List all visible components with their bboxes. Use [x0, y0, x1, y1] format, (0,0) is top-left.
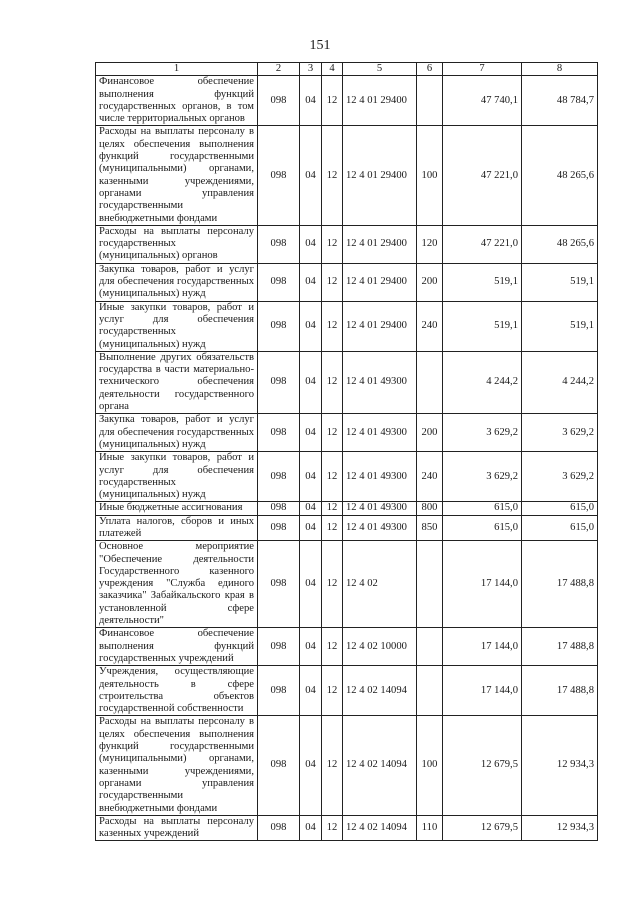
cell-name: Финансовое обеспечение выполнения функций государственных органов, в том числе территориальных органов [96, 76, 258, 126]
column-header: 2 [258, 63, 300, 76]
cell-sum2: 3 629,2 [522, 414, 598, 452]
cell-sum1: 17 144,0 [443, 666, 522, 716]
cell-sum2: 519,1 [522, 301, 598, 351]
table-row [96, 76, 598, 126]
budget-table [95, 62, 598, 841]
cell-sum1: 47 740,1 [443, 76, 522, 126]
cell-csr: 12 4 01 29400 [343, 126, 417, 225]
table-row [96, 502, 598, 515]
cell-grbs: 098 [258, 541, 300, 628]
table-row [96, 541, 598, 628]
cell-pr: 12 [322, 716, 343, 815]
cell-sum2: 17 488,8 [522, 541, 598, 628]
cell-sum1: 615,0 [443, 502, 522, 515]
cell-rz: 04 [300, 815, 322, 841]
cell-rz: 04 [300, 414, 322, 452]
cell-grbs: 098 [258, 76, 300, 126]
cell-sum2: 615,0 [522, 502, 598, 515]
cell-vr: 100 [417, 716, 443, 815]
cell-sum2: 3 629,2 [522, 452, 598, 502]
cell-name: Расходы на выплаты персоналу в целях обеспечения выполнения функций государственными (муниципальными) органами, казенными учреждениями, органами управления государственными внебюджетными фондами [96, 126, 258, 225]
cell-grbs: 098 [258, 225, 300, 263]
cell-vr: 110 [417, 815, 443, 841]
cell-pr: 12 [322, 263, 343, 301]
cell-name: Расходы на выплаты персоналу в целях обеспечения выполнения функций государственными (муниципальными) органами, казенными учреждениями, органами управления государственными внебюджетными фондами [96, 716, 258, 815]
cell-name: Иные закупки товаров, работ и услуг для обеспечения государственных (муниципальных) нужд [96, 452, 258, 502]
cell-rz: 04 [300, 515, 322, 541]
cell-sum2: 48 784,7 [522, 76, 598, 126]
cell-name: Учреждения, осуществляющие деятельность в сфере строительства объектов государственной собственности [96, 666, 258, 716]
cell-csr: 12 4 02 [343, 541, 417, 628]
cell-pr: 12 [322, 502, 343, 515]
cell-sum1: 17 144,0 [443, 628, 522, 666]
cell-name: Основное мероприятие "Обеспечение деятельности Государственного казенного учреждения "Служба единого заказчика" Забайкальского края в установленной сфере деятельности" [96, 541, 258, 628]
cell-csr: 12 4 02 14094 [343, 666, 417, 716]
cell-csr: 12 4 02 10000 [343, 628, 417, 666]
cell-csr: 12 4 01 49300 [343, 502, 417, 515]
cell-name: Закупка товаров, работ и услуг для обеспечения государственных (муниципальных) нужд [96, 414, 258, 452]
cell-vr [417, 666, 443, 716]
cell-rz: 04 [300, 263, 322, 301]
cell-vr [417, 76, 443, 126]
cell-sum1: 47 221,0 [443, 225, 522, 263]
cell-sum1: 17 144,0 [443, 541, 522, 628]
cell-csr: 12 4 01 29400 [343, 76, 417, 126]
cell-pr: 12 [322, 76, 343, 126]
cell-grbs: 098 [258, 666, 300, 716]
cell-grbs: 098 [258, 351, 300, 413]
cell-csr: 12 4 01 49300 [343, 515, 417, 541]
cell-csr: 12 4 01 49300 [343, 452, 417, 502]
cell-rz: 04 [300, 716, 322, 815]
table-row [96, 452, 598, 502]
cell-grbs: 098 [258, 263, 300, 301]
cell-grbs: 098 [258, 414, 300, 452]
cell-grbs: 098 [258, 301, 300, 351]
cell-sum2: 12 934,3 [522, 815, 598, 841]
cell-rz: 04 [300, 628, 322, 666]
cell-rz: 04 [300, 666, 322, 716]
cell-csr: 12 4 01 29400 [343, 225, 417, 263]
cell-csr: 12 4 01 29400 [343, 263, 417, 301]
cell-pr: 12 [322, 126, 343, 225]
cell-sum2: 519,1 [522, 263, 598, 301]
cell-csr: 12 4 02 14094 [343, 716, 417, 815]
cell-rz: 04 [300, 301, 322, 351]
column-header: 4 [322, 63, 343, 76]
table-header [96, 63, 598, 76]
cell-vr: 200 [417, 263, 443, 301]
cell-name: Иные закупки товаров, работ и услуг для обеспечения государственных (муниципальных) нужд [96, 301, 258, 351]
cell-vr: 850 [417, 515, 443, 541]
cell-vr [417, 541, 443, 628]
cell-grbs: 098 [258, 502, 300, 515]
table-row [96, 414, 598, 452]
table-row [96, 263, 598, 301]
cell-sum1: 519,1 [443, 263, 522, 301]
cell-rz: 04 [300, 76, 322, 126]
table-row [96, 126, 598, 225]
table-row [96, 225, 598, 263]
cell-sum1: 12 679,5 [443, 716, 522, 815]
cell-pr: 12 [322, 452, 343, 502]
cell-pr: 12 [322, 351, 343, 413]
cell-grbs: 098 [258, 815, 300, 841]
column-header: 3 [300, 63, 322, 76]
cell-grbs: 098 [258, 126, 300, 225]
cell-sum2: 4 244,2 [522, 351, 598, 413]
cell-name: Выполнение других обязательств государства в части материально-технического обеспечения деятельности государственного органа [96, 351, 258, 413]
cell-vr: 800 [417, 502, 443, 515]
table-row [96, 301, 598, 351]
cell-pr: 12 [322, 541, 343, 628]
cell-rz: 04 [300, 351, 322, 413]
cell-pr: 12 [322, 628, 343, 666]
column-header: 8 [522, 63, 598, 76]
cell-rz: 04 [300, 126, 322, 225]
page-number: 151 [309, 38, 331, 53]
cell-grbs: 098 [258, 628, 300, 666]
cell-name: Иные бюджетные ассигнования [96, 502, 258, 515]
cell-vr: 120 [417, 225, 443, 263]
column-header: 7 [443, 63, 522, 76]
cell-pr: 12 [322, 414, 343, 452]
cell-vr: 100 [417, 126, 443, 225]
cell-sum1: 4 244,2 [443, 351, 522, 413]
cell-vr [417, 351, 443, 413]
cell-csr: 12 4 01 49300 [343, 414, 417, 452]
cell-sum2: 17 488,8 [522, 628, 598, 666]
cell-pr: 12 [322, 815, 343, 841]
cell-sum1: 615,0 [443, 515, 522, 541]
cell-pr: 12 [322, 666, 343, 716]
cell-sum2: 12 934,3 [522, 716, 598, 815]
cell-grbs: 098 [258, 716, 300, 815]
table-row [96, 716, 598, 815]
cell-name: Расходы на выплаты персоналу казенных учреждений [96, 815, 258, 841]
table-row [96, 815, 598, 841]
cell-name: Уплата налогов, сборов и иных платежей [96, 515, 258, 541]
cell-grbs: 098 [258, 452, 300, 502]
column-header: 6 [417, 63, 443, 76]
cell-sum2: 615,0 [522, 515, 598, 541]
table-row [96, 515, 598, 541]
cell-pr: 12 [322, 225, 343, 263]
cell-vr [417, 628, 443, 666]
cell-sum1: 47 221,0 [443, 126, 522, 225]
table-row [96, 351, 598, 413]
cell-name: Финансовое обеспечение выполнения функций государственных учреждений [96, 628, 258, 666]
cell-vr: 240 [417, 301, 443, 351]
cell-sum2: 17 488,8 [522, 666, 598, 716]
table-row [96, 666, 598, 716]
cell-grbs: 098 [258, 515, 300, 541]
cell-rz: 04 [300, 452, 322, 502]
cell-rz: 04 [300, 225, 322, 263]
cell-sum1: 12 679,5 [443, 815, 522, 841]
cell-name: Закупка товаров, работ и услуг для обеспечения государственных (муниципальных) нужд [96, 263, 258, 301]
cell-sum1: 519,1 [443, 301, 522, 351]
cell-rz: 04 [300, 541, 322, 628]
table-body [96, 76, 598, 841]
cell-sum1: 3 629,2 [443, 414, 522, 452]
cell-rz: 04 [300, 502, 322, 515]
cell-name: Расходы на выплаты персоналу государственных (муниципальных) органов [96, 225, 258, 263]
cell-pr: 12 [322, 515, 343, 541]
cell-pr: 12 [322, 301, 343, 351]
column-header: 1 [96, 63, 258, 76]
column-header: 5 [343, 63, 417, 76]
cell-csr: 12 4 01 29400 [343, 301, 417, 351]
cell-csr: 12 4 02 14094 [343, 815, 417, 841]
table-row [96, 628, 598, 666]
cell-sum1: 3 629,2 [443, 452, 522, 502]
cell-vr: 200 [417, 414, 443, 452]
cell-vr: 240 [417, 452, 443, 502]
cell-sum2: 48 265,6 [522, 126, 598, 225]
header-row [96, 63, 598, 76]
cell-csr: 12 4 01 49300 [343, 351, 417, 413]
cell-sum2: 48 265,6 [522, 225, 598, 263]
